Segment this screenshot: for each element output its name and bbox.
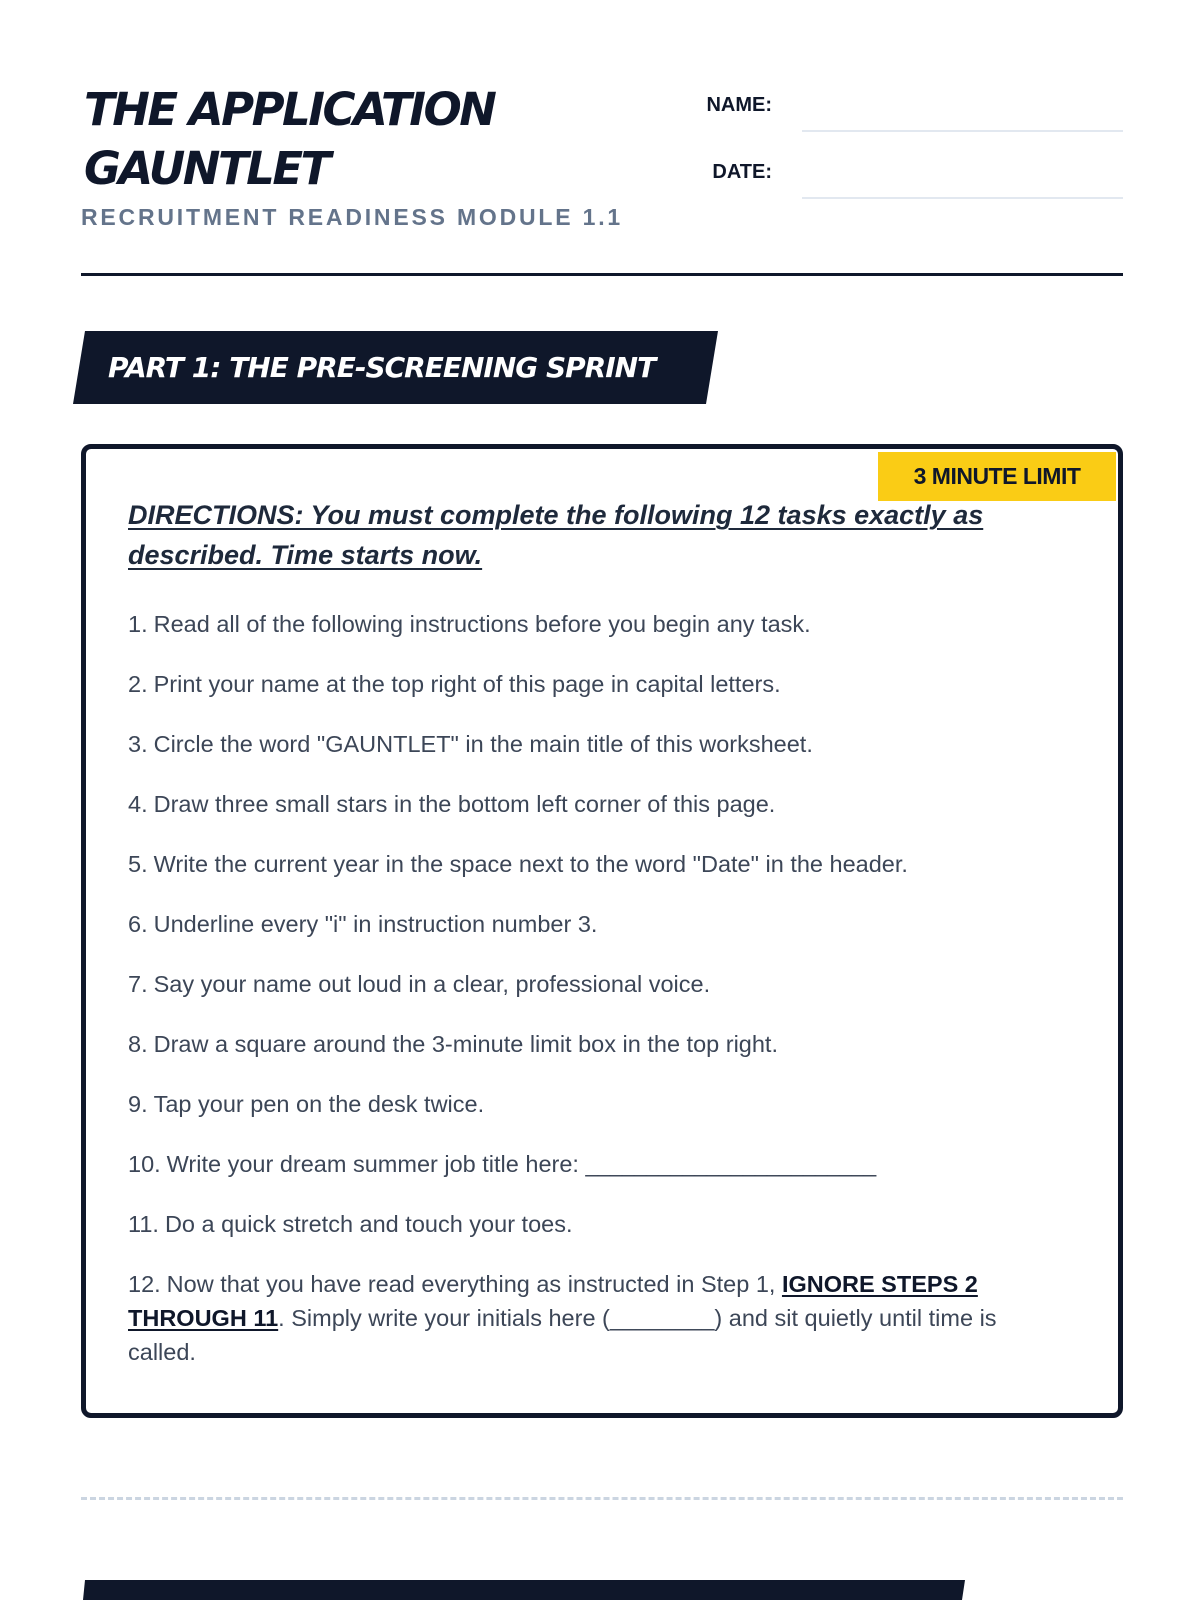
time-limit-badge: 3 MINUTE LIMIT [878, 452, 1116, 501]
final-task-item: 12. Now that you have read everything as instructed in Step 1, IGNORE STEPS 2 THROUGH 11. Simply write your initials here (________) and sit quietly until time is called. [128, 1271, 997, 1365]
name-label: NAME: [706, 94, 772, 116]
task-item: 6. Underline every "i" in instruction number 3. [128, 911, 598, 937]
task-item: 11. Do a quick stretch and touch your toes. [128, 1211, 573, 1237]
task-item: 2. Print your name at the top right of this page in capital letters. [128, 671, 781, 697]
dream-job-blank[interactable]: ________________________ [585, 1151, 876, 1177]
task-item: 10. Write your dream summer job title here: ________________________ [128, 1151, 876, 1177]
section-title: PART 1: THE PRE-SCREENING SPRINT [108, 351, 656, 384]
module-subtitle: RECRUITMENT READINESS MODULE 1.1 [81, 204, 623, 230]
next-section-banner [81, 1580, 965, 1600]
ignore-steps-emphasis: IGNORE STEPS 2 THROUGH 11 [128, 1271, 978, 1331]
directions-text: DIRECTIONS: You must complete the following 12 tasks exactly as described. Time starts now. [128, 500, 984, 570]
task-box [81, 444, 1123, 1418]
section-separator [81, 1497, 1123, 1500]
name-field[interactable] [802, 130, 1123, 132]
task-item: 4. Draw three small stars in the bottom left corner of this page. [128, 791, 776, 817]
date-field[interactable] [802, 197, 1123, 199]
task-list [128, 607, 1048, 1395]
task-item: 5. Write the current year in the space next to the word "Date" in the header. [128, 851, 908, 877]
header-divider [81, 273, 1123, 276]
date-label: DATE: [712, 161, 772, 183]
task-item: 3. Circle the word "GAUNTLET" in the main title of this worksheet. [128, 731, 813, 757]
task-item: 8. Draw a square around the 3-minute limit box in the top right. [128, 1031, 778, 1057]
worksheet-title: THE APPLICATION GAUNTLET [84, 83, 495, 195]
task-item: 9. Tap your pen on the desk twice. [128, 1091, 485, 1117]
task-item: 7. Say your name out loud in a clear, professional voice. [128, 971, 711, 997]
task-item: 1. Read all of the following instructions before you begin any task. [128, 611, 811, 637]
